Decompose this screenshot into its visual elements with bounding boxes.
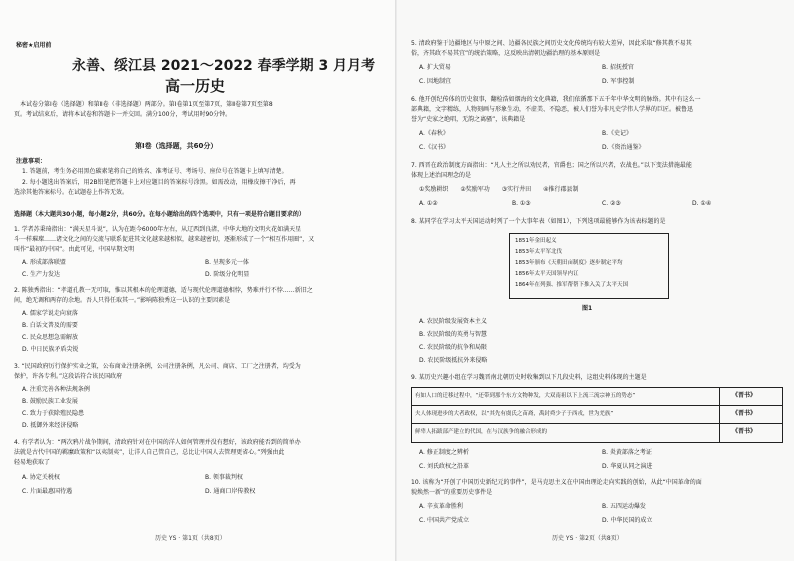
q7-option-a: A. ①②: [419, 200, 438, 207]
q9-source-title: 《晋书》: [732, 428, 757, 435]
page-footer-right: 历史 YS · 第2页（共8页）: [552, 535, 623, 542]
q9-option-b: B. 炎黄部落之考证: [602, 449, 652, 456]
intro-line-2: 页。考试结束后，请将本试卷和答题卡一并交回。满分100分，考试用时90分钟。: [14, 111, 232, 118]
q7-option-c: C. ②③: [602, 200, 621, 207]
q4-line-1: 4. 有学者认为：“两次鸦片战争期间，清政府针对在中国的洋人如何管理并没有想好，该政府能否到的简单办: [14, 439, 301, 446]
q1-line-1: 1. 学者苏秉琦指出：“满天星斗说”，认为在距今6000年左右，从辽西到良渚，中华大地的文明火花如满天星: [14, 226, 302, 233]
q10-option-b: B. 五四运动爆发: [602, 503, 646, 510]
q3-line-2: 保护，许各专利。”这段话符合该民国政府: [14, 373, 123, 380]
q5-option-a: A. 扩大贸易: [419, 64, 451, 71]
q8-table-row: 1853年太平军北伐: [515, 249, 562, 255]
q4-option-a: A. 协定关税权: [22, 474, 60, 481]
q4-option-b: B. 领事裁判权: [205, 474, 243, 481]
q5-line-1: 5. 清政府鉴于边疆地区与中原之间、边疆各民族之间历史文化传统均有较大差异，因此采取“修其教不易其: [411, 40, 692, 47]
q4-option-d: D. 通商口岸传教权: [205, 488, 256, 495]
q7-line-1: 7. 西晋在政治制度方面指出：“凡人主之所以劝民者，官爵也；国之所以兴者，农战也。”以下变法措施最能: [411, 162, 692, 169]
q7-line-2: 体现上述治国理念的是: [411, 172, 472, 179]
note-1: 1. 答题前，考生务必用黑色碳素笔将自己的姓名、准考证号、考场号、座位号在答题卡上填写清楚。: [22, 168, 288, 175]
q10-line-1: 10. 该称为“开创了中国历史新纪元的事件”，是马克思主义在中国由理论走向实践的创始，从此“中国革命的面: [411, 479, 702, 486]
q5-option-b: B. 招抚授官: [602, 64, 634, 71]
exam-title: 永善、绥江县 2021～2022 春季学期 3 月月考: [72, 58, 376, 74]
q1-line-2: 斗一样璀璨……诸文化之间的交流与联系促进其文化越来越相似，越来越密切，逐渐形成了一个“相互作用圈”，又: [14, 236, 315, 243]
note-2a: 2. 每小题选出答案后，用2B铅笔把答题卡上对应题目的答案标号涂黑。如需改动，用橡皮擦干净后，再: [22, 179, 296, 186]
q10-option-c: C. 中国共产党成立: [419, 517, 470, 524]
q1-option-a: A. 形成部落联盟: [22, 259, 66, 266]
q7-statements: ①奖励耕织 ②奖励军功 ③实行井田 ④推行郡县制: [419, 186, 579, 193]
section-heading: 第Ⅰ卷（选择题，共60分）: [135, 142, 218, 150]
q2-option-c: C. 民众思想急需解放: [22, 334, 79, 341]
q6-option-d: D.《资治通鉴》: [602, 144, 645, 151]
q9-source-text: 鲜卑人拓跋部产建立的代国，在与汉族争的融合形成的: [415, 429, 548, 435]
confidential-label: 秘密★启用前: [16, 42, 52, 49]
q3-line-1: 3. “民国政府厉行保护实业之策，公布商业注册条例，公司注册条例，凡公司、商店、工厂之注册者，均受为: [14, 363, 301, 370]
q8-line-1: 8. 某同学在学习太平天国运动时列了一个大事年表（如图1），下列选项最能够作为该表标题的是: [411, 218, 666, 225]
q7-option-d: D. ①④: [692, 200, 712, 207]
q1-line-3: 叫作“最初的中国”。由此可见，中国早期文明: [14, 246, 135, 253]
q2-line-2: 间，绝无调和两存的余地。吾人只得任取其一。”影响陈独秀这一认识的主要因素是: [14, 297, 231, 304]
q3-option-d: D. 抵御外来经济侵略: [22, 422, 79, 429]
q2-option-b: B. 白话文普及的需要: [22, 322, 78, 329]
q8-table-row: 1864年在列强、推军帮帮下推入关了太平天国: [515, 282, 628, 288]
q6-option-c: C.《汉书》: [419, 144, 450, 151]
page-footer-left: 历史 YS · 第1页（共8页）: [155, 535, 226, 542]
q2-option-d: D. 中日民族矛盾尖锐: [22, 346, 79, 353]
q8-table-row: 1851年金田起义: [515, 238, 557, 244]
q3-option-a: A. 注重完善各种法规条例: [22, 386, 90, 393]
q1-option-c: C. 生产力发达: [22, 271, 61, 278]
q8-table-row: 1853年颁布《天朝田亩制度》逐步制定平均: [515, 260, 623, 266]
intro-line-1: 本试卷分第Ⅰ卷（选择题）和第Ⅱ卷（非选择题）两部分。第Ⅰ卷第1页至第7页，第Ⅱ卷第7页至第8: [20, 101, 273, 108]
q4-option-c: C. 片面最惠国待遇: [22, 488, 73, 495]
q8-option-b: B. 农民阶级的英勇与智慧: [419, 331, 487, 338]
q10-option-a: A. 辛亥革命胜利: [419, 503, 463, 510]
q9-option-d: D. 华夏认同之演进: [602, 463, 653, 470]
q9-source-text: 有如人口的迁移过程中，“还带到那个东方文物种发，大双南祖以下上流三流宗神五的势态”: [415, 393, 636, 399]
q4-line-3: 轻易地获取了: [14, 459, 51, 466]
q6-line-2: 部典籍，文字精练，人物刻画与形象生动，不虚美、不隐恶，被人们誉为非凡史学伟人学界的巨匠。被鲁迅: [411, 106, 694, 113]
q3-option-b: B. 鼓励民族工业发展: [22, 398, 78, 405]
q5-option-d: D. 军事控制: [602, 78, 635, 85]
q8-option-a: A. 农民阶级发展资本主义: [419, 318, 487, 325]
q6-line-1: 6. 他开创纪传体的历史叙事，翻检浩如烟海的文化典籍，我们依循那下五千年中华文明的脉络。其中有这么一: [411, 96, 701, 103]
page-right: [397, 0, 794, 561]
q8-option-c: C. 农民阶级的抗争和局限: [419, 344, 488, 351]
q9-source-text: 夫人体现进步的大者政权，以“其先有虞氏之苗裔，禹封舜少子于西戎，世为羌族”: [415, 411, 614, 417]
notes-heading: 注意事项：: [16, 158, 47, 165]
q9-option-a: A. 修正制度之辨析: [419, 449, 469, 456]
q9-source-title: 《晋书》: [732, 392, 757, 399]
q6-option-b: B.《史记》: [602, 130, 633, 137]
q9-table-column-divider: [719, 387, 720, 442]
q5-option-c: C. 因地制宜: [419, 78, 452, 85]
figure-caption: 图1: [582, 305, 593, 312]
q9-source-title: 《晋书》: [732, 410, 757, 417]
q9-option-c: C. 刘氏政权之沿革: [419, 463, 470, 470]
q9-table-divider: [411, 423, 782, 424]
q1-option-b: B. 呈现多元一体: [205, 259, 249, 266]
q8-table-row: 1856年太平天国领导内讧: [515, 271, 579, 277]
q6-line-3: 誉为“史家之绝唱，无韵之离骚”，该典籍是: [411, 116, 526, 123]
q7-option-b: B. ①③: [512, 200, 531, 207]
q8-option-d: D. 农民阶级抵抗外来侵略: [419, 357, 488, 364]
exam-subject-title: 高一历史: [165, 77, 226, 95]
mc-instructions: 选择题（本大题共30小题，每小题2分，共60分。在每小题给出的四个选项中，只有一项是符合题目要求的）: [14, 211, 305, 218]
q2-option-a: A. 儒家学说走向衰落: [22, 310, 78, 317]
q9-line-1: 9. 某历史兴趣小组在学习魏晋南北朝历史时收集到以下几段史料，这组史料体现的主题是: [411, 374, 647, 381]
q10-option-d: D. 中华民国的成立: [602, 517, 653, 524]
q3-option-c: C. 致力于获除殖民隐患: [22, 410, 85, 417]
q6-option-a: A.《春秋》: [419, 130, 449, 137]
q1-option-d: D. 阶级分化明显: [205, 271, 250, 278]
q2-line-1: 2. 陈独秀指出：“孝道孔教一无可取，惟以其根本的伦理道德，适与现代伦理道德相悖，势难并行不悖……新旧之: [14, 287, 313, 294]
q4-line-2: 法就是古代中国的羁縻政策和“以夷制夷”，让洋人自己管自己，总比让中国人去管理更省心。”列强由此: [14, 449, 285, 456]
q5-line-2: 俗，齐其政不易其宜”的统治策略，这反映出清朝边疆治理的基本原则是: [411, 50, 601, 57]
q10-line-2: 貌焕然一新”的重要历史事件是: [411, 489, 493, 496]
note-2b: 选涂其他答案标号。在试题卷上作答无效。: [14, 189, 129, 196]
q9-table-divider: [411, 405, 782, 406]
